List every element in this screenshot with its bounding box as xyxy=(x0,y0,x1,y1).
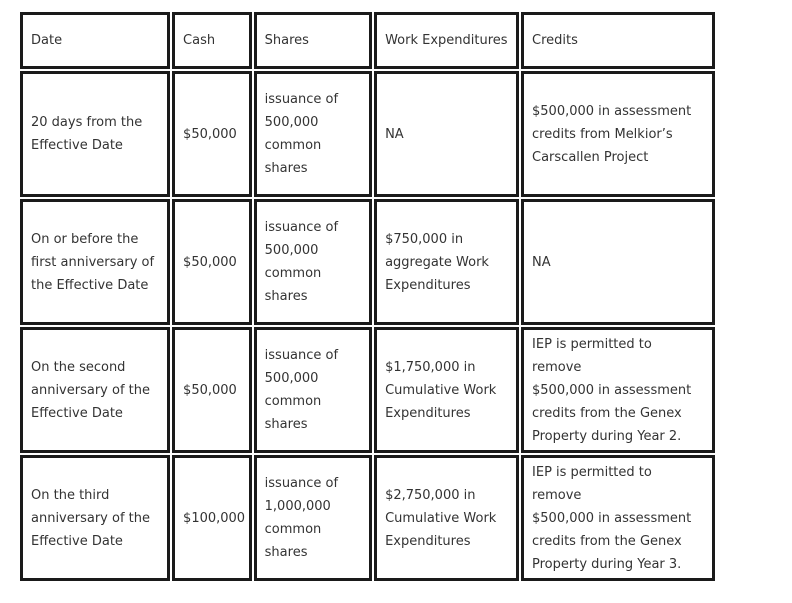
cell-line: common xyxy=(264,394,322,409)
cell-credits xyxy=(521,71,715,197)
cell-shares xyxy=(254,199,372,325)
table-row xyxy=(20,199,715,325)
cell-date xyxy=(20,455,170,581)
cell-shares xyxy=(254,71,372,197)
header-row xyxy=(20,12,715,69)
cell-credits xyxy=(521,455,715,581)
cell-value: $50,000 xyxy=(183,382,237,398)
cell-line: credits from Melkior’s xyxy=(532,126,673,142)
cell-date xyxy=(20,71,170,197)
cell-line: Expenditures xyxy=(385,405,471,421)
cell-line: shares xyxy=(264,289,308,304)
cell-line: common xyxy=(264,266,322,281)
cell-line: first anniversary of xyxy=(31,254,155,270)
cell-line: shares xyxy=(264,545,308,560)
cell-line: Property during Year 3. xyxy=(532,556,682,572)
cell-line: Effective Date xyxy=(31,138,123,153)
cell-line: 500,000 xyxy=(264,371,319,386)
cell-line: aggregate Work xyxy=(385,254,489,270)
cell-line: $1,750,000 in xyxy=(385,359,476,375)
cell-shares xyxy=(254,327,372,453)
table-row xyxy=(20,327,715,453)
cell-line: anniversary of the xyxy=(31,510,150,526)
cell-line: Effective Date xyxy=(31,533,123,549)
cell-line: On or before the xyxy=(31,231,139,247)
header-shares: Shares xyxy=(254,12,372,69)
cell-line: IEP is permitted to remove xyxy=(532,464,652,503)
cell-line: issuance of xyxy=(264,348,339,363)
cell-work-expenditures xyxy=(374,455,519,581)
header-cash: Cash xyxy=(172,12,252,69)
cell-work-expenditures xyxy=(374,327,519,453)
cell-date xyxy=(20,199,170,325)
table-row xyxy=(20,455,715,581)
cell-line: issuance of xyxy=(264,476,339,491)
cell-line: common xyxy=(264,138,322,153)
cell-line: Cumulative Work xyxy=(385,510,497,526)
cell-line: $500,000 in assessment xyxy=(532,103,692,119)
cell-line: shares xyxy=(264,417,308,432)
cell-line: $500,000 in assessment xyxy=(532,382,692,398)
cell-line: 500,000 xyxy=(264,115,319,130)
cell-credits xyxy=(521,327,715,453)
cell-line: common xyxy=(264,522,322,537)
cell-line: NA xyxy=(385,126,404,142)
cell-cash xyxy=(172,71,252,197)
cell-work-expenditures xyxy=(374,199,519,325)
header-credits: Credits xyxy=(521,12,715,69)
cell-cash xyxy=(172,455,252,581)
cell-line: Property during Year 2. xyxy=(532,428,682,444)
cell-value: $50,000 xyxy=(183,254,237,270)
cell-line: $750,000 in xyxy=(385,231,464,247)
cell-value: $100,000 xyxy=(183,510,246,526)
cell-line: credits from the Genex xyxy=(532,405,682,421)
cell-cash xyxy=(172,199,252,325)
cell-cash xyxy=(172,327,252,453)
cell-line: credits from the Genex xyxy=(532,533,682,549)
table-row xyxy=(20,71,715,197)
cell-line: 500,000 xyxy=(264,243,319,258)
cell-line: anniversary of the xyxy=(31,382,150,398)
cell-line: 1,000,000 xyxy=(264,499,331,514)
cell-value: $50,000 xyxy=(183,126,237,142)
cell-line: $500,000 in assessment xyxy=(532,510,692,526)
cell-credits xyxy=(521,199,715,325)
option-terms-table xyxy=(18,10,717,583)
cell-line: Expenditures xyxy=(385,533,471,549)
cell-line: issuance of xyxy=(264,92,339,107)
cell-line: On the second xyxy=(31,359,126,375)
cell-line: issuance of xyxy=(264,220,339,235)
cell-line: Carscallen Project xyxy=(532,149,649,165)
cell-line: Cumulative Work xyxy=(385,382,497,398)
cell-date xyxy=(20,327,170,453)
header-date: Date xyxy=(20,12,170,69)
cell-shares xyxy=(254,455,372,581)
cell-line: Expenditures xyxy=(385,277,471,293)
cell-line: IEP is permitted to remove xyxy=(532,336,652,375)
cell-line: $2,750,000 in xyxy=(385,487,476,503)
cell-line: Effective Date xyxy=(31,405,123,421)
cell-line: the Effective Date xyxy=(31,277,149,293)
cell-line: 20 days from the xyxy=(31,115,143,130)
cell-work-expenditures xyxy=(374,71,519,197)
cell-line: NA xyxy=(532,254,551,270)
cell-line: shares xyxy=(264,161,308,176)
cell-line: On the third xyxy=(31,487,110,503)
header-work-expenditures: Work Expenditures xyxy=(374,12,519,69)
